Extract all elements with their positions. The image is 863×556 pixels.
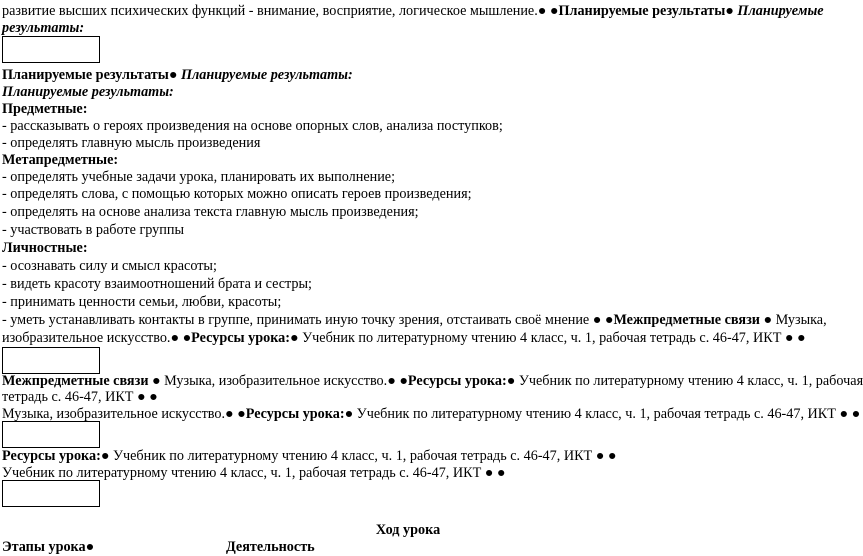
image-placeholder-box bbox=[2, 347, 100, 374]
table-header-stages: Этапы урока● bbox=[2, 539, 95, 555]
text-line: - определять слова, с помощью которых можно описать героев произведения; bbox=[2, 186, 472, 202]
table-header-activity: Деятельность bbox=[226, 539, 315, 555]
text-line: тетрадь с. 46-47, ИКТ ● ● bbox=[2, 389, 158, 405]
text-line: Учебник по литературному чтению 4 класс, ч. 1, рабочая тетрадь с. 46-47, ИКТ ● ● bbox=[2, 465, 506, 481]
text-line: Музыка, изобразительное искусство.● ●Ресурсы урока:● Учебник по литературному чтению 4 класс, ч. 1, рабочая тетрадь с. 46-47, ИКТ ● ● bbox=[2, 406, 861, 422]
text-line: - видеть красоту взаимоотношений брата и сестры; bbox=[2, 276, 312, 292]
text-line: развитие высших психических функций - внимание, восприятие, логическое мышление.● ●Планируемые результаты● Планируемые bbox=[2, 3, 824, 19]
text-line: результаты: bbox=[2, 20, 85, 36]
text-line: - определять учебные задачи урока, планировать их выполнение; bbox=[2, 169, 396, 185]
text-line: - осознавать силу и смысл красоты; bbox=[2, 258, 217, 274]
section-heading: Метапредметные: bbox=[2, 152, 119, 168]
image-placeholder-box bbox=[2, 36, 100, 63]
lesson-heading: Ход урока bbox=[375, 522, 441, 538]
text-line: Планируемые результаты● Планируемые результаты: bbox=[2, 67, 353, 83]
section-heading: Личностные: bbox=[2, 240, 88, 256]
image-placeholder-box bbox=[2, 421, 100, 448]
text-line: Межпредметные связи ● Музыка, изобразительное искусство.● ●Ресурсы урока:● Учебник по литературному чтению 4 класс, ч. 1, рабочая bbox=[2, 373, 863, 389]
text-line: - принимать ценности семьи, любви, красоты; bbox=[2, 294, 282, 310]
text-line: Планируемые результаты: bbox=[2, 84, 174, 100]
text-line: - рассказывать о героях произведения на основе опорных слов, анализа поступков; bbox=[2, 118, 503, 134]
text-line: Ресурсы урока:● Учебник по литературному чтению 4 класс, ч. 1, рабочая тетрадь с. 46-47, ИКТ ● ● bbox=[2, 448, 617, 464]
image-placeholder-box bbox=[2, 480, 100, 507]
text-line: изобразительное искусство.● ●Ресурсы урока:● Учебник по литературному чтению 4 класс, ч. 1, рабочая тетрадь с. 46-47, ИКТ ● ● bbox=[2, 330, 806, 346]
text-line: - участвовать в работе группы bbox=[2, 222, 184, 238]
text-line: - уметь устанавливать контакты в группе, принимать иную точку зрения, отстаивать своё мнение ● ●Межпредметные связи ● Музыка, bbox=[2, 312, 827, 328]
text-line: - определять на основе анализа текста главную мысль произведения; bbox=[2, 204, 419, 220]
section-heading: Предметные: bbox=[2, 101, 88, 117]
text-line: - определять главную мысль произведения bbox=[2, 135, 261, 151]
